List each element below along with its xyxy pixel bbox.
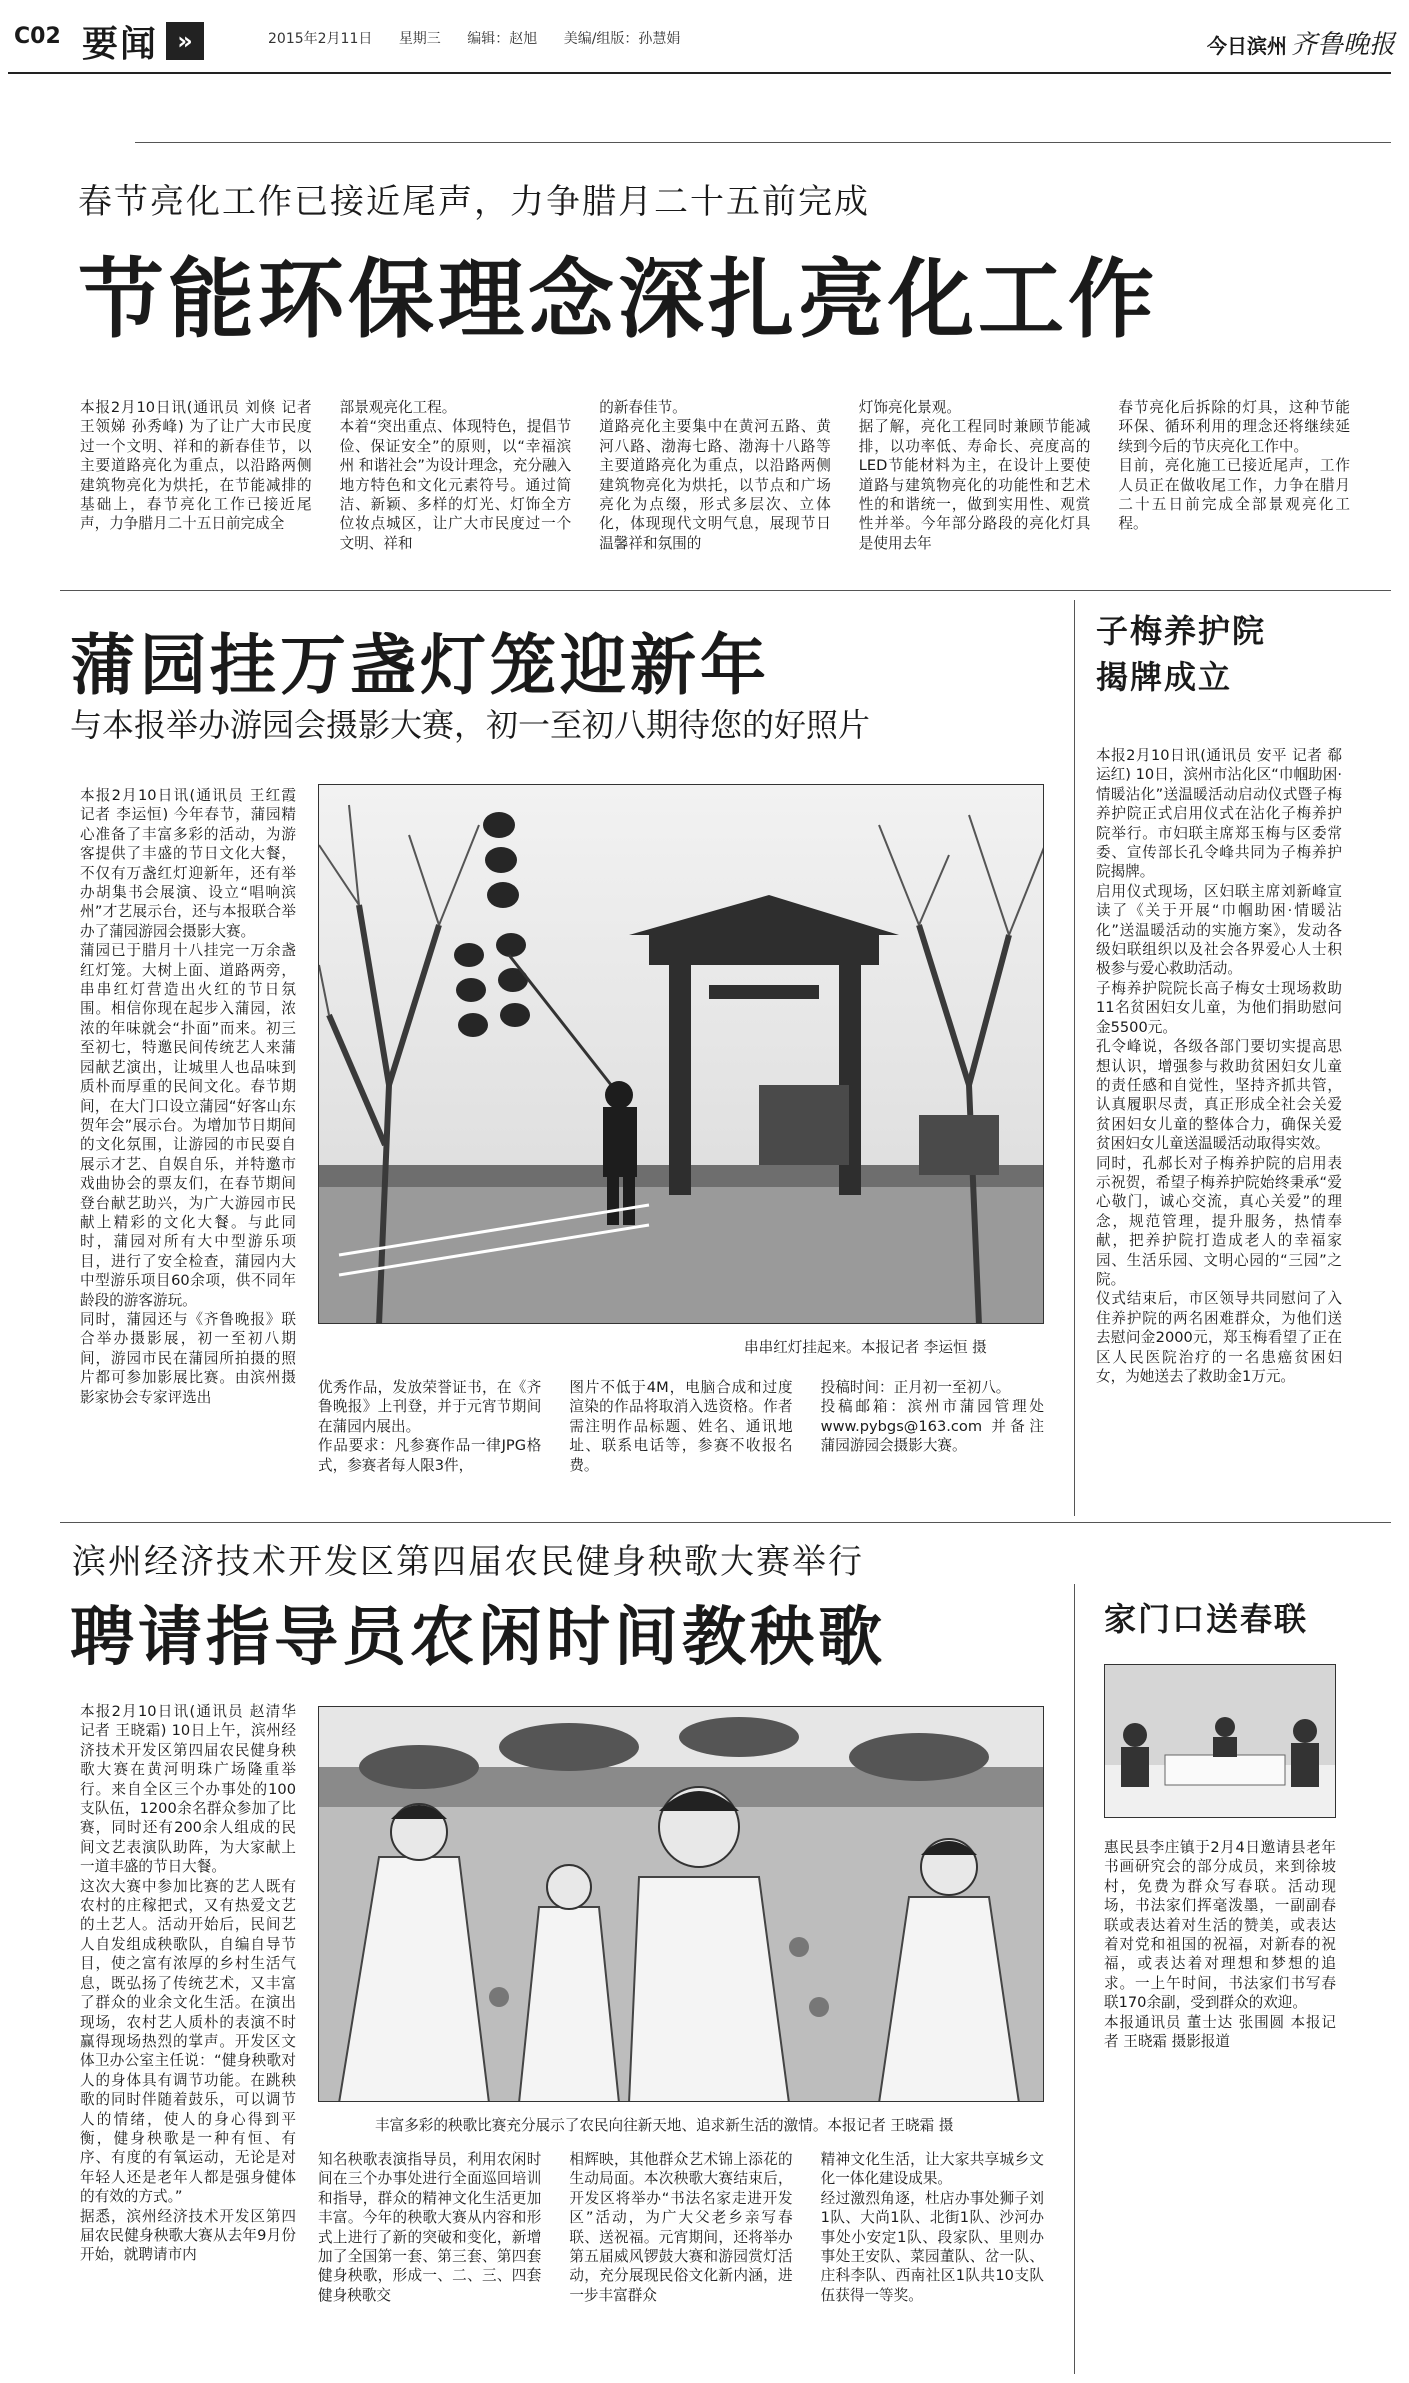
sidebar1-headline: 子梅养护院揭牌成立 bbox=[1096, 612, 1267, 696]
yangko-photo-caption: 丰富多彩的秧歌比赛充分展示了农民向往新天地、追求新生活的激情。本报记者 王晓霜 摄 bbox=[375, 2117, 954, 2134]
section-divider bbox=[60, 590, 1391, 591]
header-rule bbox=[8, 72, 1391, 74]
couplets-photo-image bbox=[1105, 1665, 1336, 1818]
sidebar2-headline: 家门口送春联 bbox=[1104, 1600, 1309, 1638]
column-rule bbox=[1074, 1584, 1075, 2374]
section-divider bbox=[60, 1522, 1391, 1523]
article2-left-column: 本报2月10日讯(通讯员 王红霞 记者 李运恒) 今年春节，蒲园精心准备了丰富多彩的活动，为游客提供了丰盛的节日文化大餐，不仅有万盏红灯迎新年，还有举办胡集书会展演、设立“唱响滨州”才艺展示台，还与本报联合举办了蒲园游园会摄影大赛。 蒲园已于腊月十八挂完一万余盏红灯笼。大树上面、道路两旁，串串红灯营造出火红的节日氛围。相信你现在起步入蒲园，浓浓的年味就会“扑面”而来。初三至初七，特邀民间传统艺人来蒲园献艺演出，让城里人也品味到质朴而厚重的民间文化。春节期间，在大门口设立蒲园“好客山东贺年会”展示台。为增加节日期间的文化氛围，让游园的市民耍自展示才艺、自娱自乐，并特邀市戏曲协会的票友们，在春节期间登台献艺助兴，为广大游园市民献上精彩的文化大餐。与此同时，蒲园对所有大中型游乐项目，进行了安全检查，蒲园内大中型游乐项目60余项，供不同年龄段的游客游玩。 同时，蒲园还与《齐鲁晚报》联合举办摄影展，初一至初八期间，游园市民在蒲园所拍摄的照片都可参加影展比赛。由滨州摄影家协会专家评选出 bbox=[80, 787, 296, 1406]
brand-prefix: 今日滨州 bbox=[1206, 34, 1287, 58]
lantern-photo-image bbox=[319, 785, 1044, 1324]
yangko-photo bbox=[318, 1706, 1044, 2102]
page-header bbox=[0, 18, 1409, 66]
article2-bottom-column: 投稿时间：正月初一至初八。 投稿邮箱：滨州市蒲园管理处 www.pybgs@163.com 并备注蒲园游园会摄影大赛。 bbox=[820, 1379, 1044, 1455]
article1-column: 春节亮化后拆除的灯具，这种节能环保、循环利用的理念还将继续延续到今后的节庆亮化工作中。 目前，亮化施工已接近尾声，工作人员正在做收尾工作，力争在腊月二十五日前完成全部景观亮化工程。 bbox=[1118, 399, 1350, 533]
article1-column: 灯饰亮化景观。 据了解，亮化工程同时兼顾节能减排，以功率低、寿命长、亮度高的LED节能材料为主，在设计上要使道路与建筑物亮化的功能性和艺术性的和谐统一，做到实用性、观赏性并举。今年部分路段的亮化灯具是使用去年 bbox=[858, 399, 1091, 552]
article3-left-column: 本报2月10日讯(通讯员 赵清华 记者 王晓霜) 10日上午，滨州经济技术开发区第四届农民健身秧歌大赛在黄河明珠广场隆重举行。来自全区三个办事处的100支队伍，1200余名群众参加了比赛，同时还有200余人组成的民间文艺表演队助阵，为大家献上一道丰盛的节日大餐。 这次大赛中参加比赛的艺人既有农村的庄稼把式，又有热爱文艺的土艺人。活动开始后，民间艺人自发组成秧歌队，自编自导节目，使之富有浓厚的乡村生活气息，既弘扬了传统艺术，又丰富了群众的业余文化生活。在演出现场，农村艺人质朴的表演不时赢得现场热烈的掌声。开发区文体卫办公室主任说：“健身秧歌对人的身体具有调节功能。在跳秧歌的同时伴随着鼓乐，可以调节人的情绪，使人的身心得到平衡，健身秧歌是一种有恒、有序、有度的有氧运动，无论是对年轻人还是老年人都是强身健体的有效的方式。” 据悉，滨州经济技术开发区第四届农民健身秧歌大赛从去年9月份开始，就聘请市内 bbox=[80, 1703, 296, 2264]
masthead-brand bbox=[1207, 24, 1395, 61]
article2-headline: 蒲园挂万盏灯笼迎新年 bbox=[70, 627, 770, 704]
issue-weekday: 星期三 bbox=[398, 31, 441, 47]
article2-subhead: 与本报举办游园会摄影大赛，初一至初八期待您的好照片 bbox=[70, 706, 871, 744]
article1-kicker: 春节亮化工作已接近尾声，力争腊月二十五前完成 bbox=[78, 182, 870, 222]
article3-bottom-column: 精神文化生活，让大家共享城乡文化一体化建设成果。 经过激烈角逐，杜店办事处狮子刘1队、大尚1队、北街1队、沙河办事处小安定1队、段家队、里则办事处王安队、菜园董队、岔一队、庄科李队、西南社区1队共10支队伍获得一等奖。 bbox=[820, 2151, 1044, 2304]
sidebar2-body: 惠民县李庄镇于2月4日邀请县老年书画研究会的部分成员，来到徐坡村，免费为群众写春联。活动现场，书法家们挥毫泼墨，一副副春联或表达着对生活的赞美，或表达着对党和祖国的祝福，对新春的祝福，或表达着对理想和梦想的追求。一上午时间，书法家们书写春联170余副，受到群众的欢迎。 本报通讯员 董士达 张围圆 本报记者 王晓霜 摄影报道 bbox=[1104, 1839, 1336, 2051]
article1-column: 的新春佳节。 道路亮化主要集中在黄河五路、黄河八路、渤海七路、渤海十八路等主要道路亮化为重点，以沿路两侧建筑物亮化为烘托，以节点和广场亮化为点缀，形式多层次、立体化，体现现代文明气息，展现节日温馨祥和氛围的 bbox=[599, 399, 831, 552]
column-rule bbox=[1074, 600, 1075, 1516]
yangko-photo-image bbox=[319, 1707, 1044, 2102]
couplets-photo bbox=[1104, 1664, 1336, 1818]
section-divider bbox=[135, 142, 1391, 143]
designer-credit: 美编/组版：孙慧娟 bbox=[563, 31, 681, 47]
sidebar-caring-home bbox=[1096, 608, 1342, 1516]
editor-credit: 编辑：赵旭 bbox=[467, 31, 538, 47]
issue-meta bbox=[268, 28, 702, 48]
article1-headline: 节能环保理念深扎亮化工作 bbox=[78, 250, 1158, 350]
article1-column: 部景观亮化工程。 本着“突出重点、体现特色，提倡节俭、保证安全”的原则，以“幸福滨州 和谐社会”为设计理念，充分融入地方特色和文化元素符号。通过简洁、新颖、多样的灯光、灯饰全方位妆点城区，让广大市民度过一个文明、祥和 bbox=[339, 399, 572, 552]
article3-bottom-column: 相辉映，其他群众艺术锦上添花的生动局面。本次秧歌大赛结束后，开发区将举办“书法名家走进开发区”活动，为广大父老乡亲写春联、送祝福。元宵期间，还将举办第五届威风锣鼓大赛和游园赏灯活动，充分展现民俗文化新内涵，进一步丰富群众 bbox=[569, 2151, 793, 2304]
sidebar1-body: 本报2月10日讯(通讯员 安平 记者 郗运红) 10日，滨州市沾化区“巾帼助困·情暖沾化”送温暖活动启动仪式暨子梅养护院正式启用仪式在沾化子梅养护院举行。市妇联主席郑玉梅与区委常委、宣传部长孔令峰共同为子梅养护院揭牌。 启用仪式现场，区妇联主席刘新峰宣读了《关于开展“巾帼助困·情暖沾化”送温暖活动的实施方案》，发动各级妇联组织以及社会各界爱心人士积极参与爱心救助活动。 子梅养护院院长高子梅女士现场救助11名贫困妇女儿童，为他们捐助慰问金5500元。 孔令峰说，各级各部门要切实提高思想认识，增强参与救助贫困妇女儿童的责任感和自觉性，坚持齐抓共管，认真履职尽责，真正形成全社会关爱贫困妇女儿童的整体合力，确保关爱贫困妇女儿童送温暖活动取得实效。 同时，孔郝长对子梅养护院的启用表示祝贺，希望子梅养护院始终秉承“爱心敬门，诚心交流，真心关爱”的理念，规范管理，提升服务，热情奉献，把养护院打造成老人的幸福家园、生活乐园、文明心园的“三园”之院。 仪式结束后，市区领导共同慰问了入住养护院的两名困难群众，为他们送去慰问金2000元，郑玉梅看望了正在区人民医院治疗的一名患癌贫困妇女，为她送去了救助金1万元。 bbox=[1096, 747, 1342, 1385]
article1-body bbox=[80, 398, 1350, 568]
article3-bottom-body bbox=[318, 2150, 1044, 2376]
lantern-photo-caption: 串串红灯挂起来。本报记者 李运恒 摄 bbox=[744, 1339, 987, 1356]
issue-date: 2015年2月11日 bbox=[268, 31, 373, 47]
section-label bbox=[82, 18, 204, 64]
section-title: 要闻 bbox=[82, 23, 159, 65]
article1-column: 本报2月10日讯(通讯员 刘倏 记者 王领娣 孙秀峰) 为了让广大市民度过一个文明、祥和的新春佳节，以主要道路亮化为重点，以沿路两侧建筑物亮化为烘托，在节能减排的基础上，春节亮化工作已接近尾声，力争腊月二十五日前完成全 bbox=[80, 399, 312, 533]
article2-bottom-column: 图片不低于4M，电脑合成和过度渲染的作品将取消入选资格。作者需注明作品标题、姓名、通讯地址、联系电话等，参赛不收报名费。 bbox=[569, 1379, 793, 1474]
page-number: C02 bbox=[14, 24, 61, 49]
article3-bottom-column: 知名秧歌表演指导员，利用农闲时间在三个办事处进行全面巡回培训和指导，群众的精神文化生活更加丰富。今年的秧歌大赛从内容和形式上进行了新的突破和变化，新增加了全国第一套、第三套、第四套健身秧歌，形成一、二、三、四套健身秧歌交 bbox=[318, 2151, 542, 2304]
chevron-double-right-icon: » bbox=[166, 22, 204, 60]
article2-bottom-body bbox=[318, 1378, 1044, 1498]
article3-headline: 聘请指导员农闲时间教秧歌 bbox=[70, 1601, 886, 1675]
article3-kicker: 滨州经济技术开发区第四届农民健身秧歌大赛举行 bbox=[72, 1542, 864, 1582]
sidebar-spring-couplets bbox=[1104, 1596, 1350, 2238]
newspaper-logo: 齐鲁晚报 bbox=[1290, 30, 1395, 60]
lantern-photo bbox=[318, 784, 1044, 1324]
article2-bottom-column: 优秀作品，发放荣誉证书，在《齐鲁晚报》上刊登，并于元宵节期间在蒲园内展出。 作品要求：凡参赛作品一律JPG格式，参赛者每人限3件， bbox=[318, 1379, 542, 1474]
